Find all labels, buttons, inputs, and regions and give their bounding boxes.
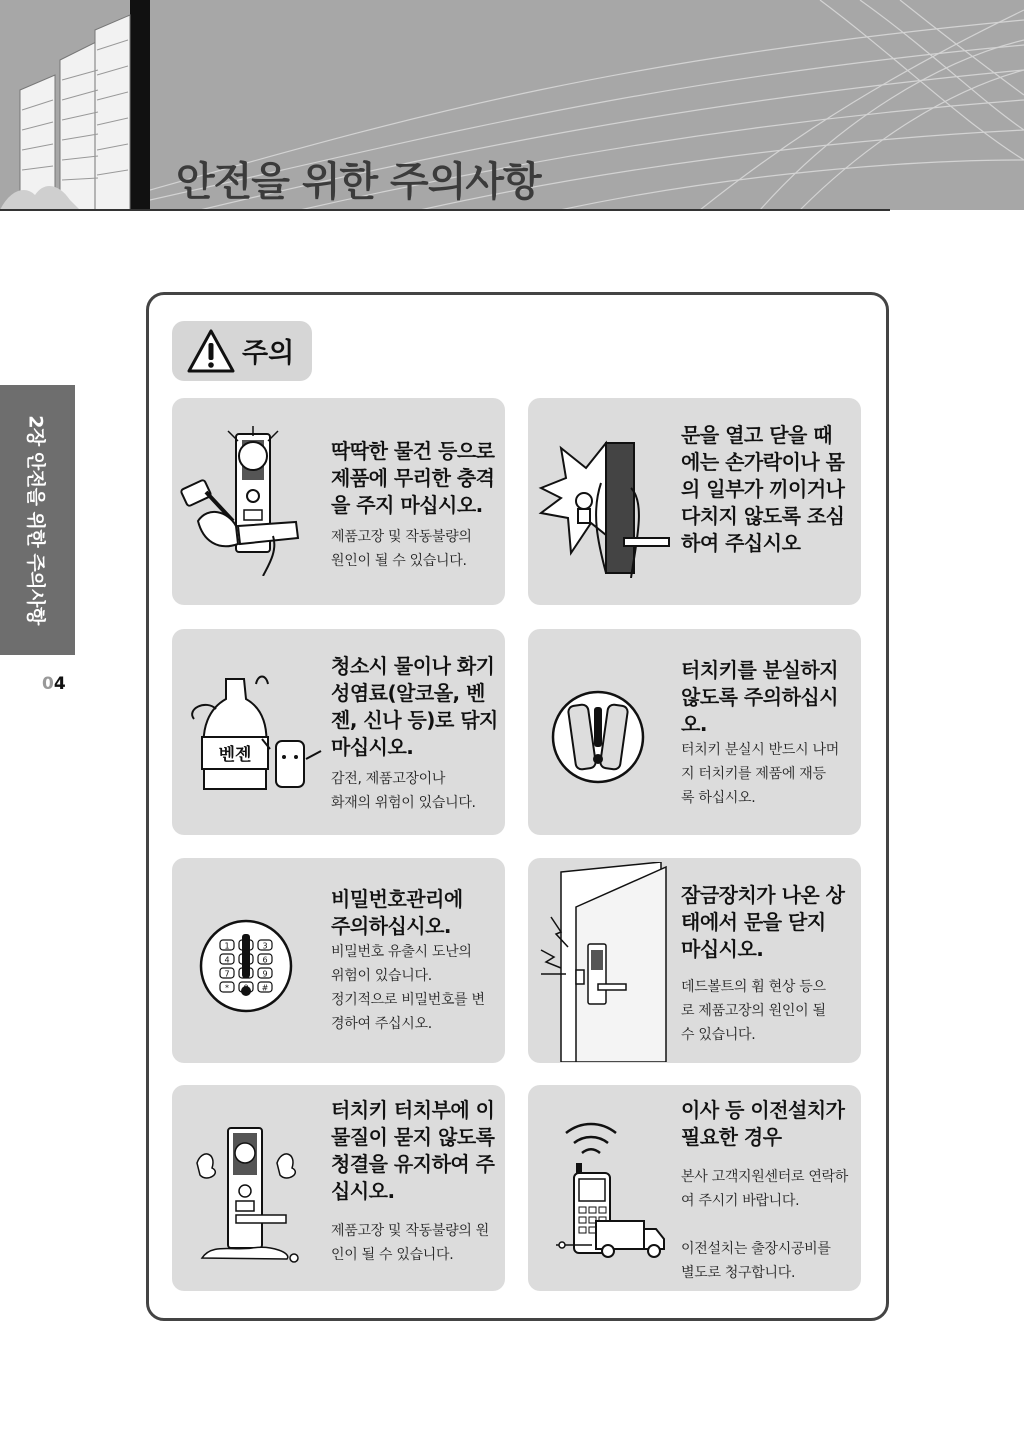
card-heading [331, 886, 501, 940]
heading-line: 터치키를 분실하지 [681, 658, 839, 682]
heading-line: 문을 열고 닫을 때 [681, 423, 833, 447]
card-heading [681, 422, 857, 557]
body-line: 여 주시기 바랍니다. [681, 1193, 800, 1209]
heading-line: 물질이 묻지 않도록 [331, 1125, 495, 1149]
dirty-touch-icon [192, 1123, 312, 1263]
card-heading [681, 1097, 857, 1151]
heading-line: 젠, 신나 등)로 닦지 [331, 708, 498, 732]
keypad-key-label: 7 [224, 969, 230, 979]
heading-line: 십시오. [331, 1179, 395, 1203]
keypad-key-label: 4 [224, 955, 230, 965]
body-line: 터치키 분실시 반드시 나머 [681, 742, 839, 758]
keypad-key-label: # [261, 983, 269, 993]
keypad-key-label: 1 [224, 941, 230, 951]
body-line: 경하여 주십시오. [331, 1016, 432, 1032]
caution-card-password [172, 858, 505, 1063]
caution-badge [172, 321, 312, 381]
card-heading [331, 438, 501, 519]
card-body [331, 767, 501, 815]
caution-card-deadbolt [528, 858, 861, 1063]
card-body-secondary [681, 1237, 857, 1285]
body-line: 제품고장 및 작동불량의 원 [331, 1223, 489, 1239]
caution-card-door-pinch [528, 398, 861, 605]
solvent-bottle-icon [186, 669, 326, 799]
keypad-key-label: 6 [262, 955, 268, 965]
page-number-value: 4 [53, 674, 66, 694]
hammer-impact-icon [178, 426, 313, 576]
card-body [681, 975, 857, 1047]
body-line: 위험이 있습니다. [331, 968, 432, 984]
keypad-key-label: 9 [262, 969, 268, 979]
keypad-key-label: 3 [262, 941, 268, 951]
heading-line: 다치지 않도록 조심 [681, 504, 845, 528]
body-line: 본사 고객지원센터로 연락하 [681, 1169, 848, 1185]
heading-line: 에는 손가락이나 몸 [681, 450, 845, 474]
card-heading [331, 1097, 501, 1205]
body-line: 인이 될 수 있습니다. [331, 1247, 454, 1263]
heading-line: 터치키 터치부에 이 [331, 1098, 495, 1122]
heading-line: 딱딱한 물건 등으로 [331, 439, 495, 463]
caution-card-touch-key [528, 629, 861, 835]
page-title: 안전을 위한 주의사항 [176, 159, 541, 205]
caution-card-touch-clean [172, 1085, 505, 1291]
door-deadbolt-icon [536, 862, 676, 1062]
heading-line: 마십시오. [681, 937, 764, 961]
heading-line: 오. [681, 712, 707, 736]
card-body [681, 738, 857, 810]
heading-line: 않도록 주의하십시 [681, 685, 839, 709]
body-line: 지 터치키를 제품에 재등 [681, 766, 826, 782]
body-line: 수 있습니다. [681, 1027, 756, 1043]
body-line: 별도로 청구합니다. [681, 1265, 796, 1281]
card-body [331, 1219, 501, 1267]
page-number-prefix: 0 [42, 674, 54, 694]
heading-line: 비밀번호관리에 [331, 887, 463, 911]
body-line: 감전, 제품고장이나 [331, 771, 446, 787]
card-heading [331, 653, 501, 761]
body-line: 이전설치는 출장시공비를 [681, 1241, 831, 1257]
heading-line: 이사 등 이전설치가 [681, 1098, 845, 1122]
header-rule [0, 209, 890, 211]
keypad-key-label: * [225, 983, 229, 993]
heading-line: 을 주지 마십시오. [331, 493, 483, 517]
bottle-label: 벤젠 [218, 745, 252, 765]
body-line: 로 제품고장의 원인이 될 [681, 1003, 826, 1019]
card-body [331, 940, 501, 1036]
caution-card-relocation [528, 1085, 861, 1291]
card-heading [681, 657, 857, 738]
body-line: 비밀번호 유출시 도난의 [331, 944, 472, 960]
body-line: 제품고장 및 작동불량의 [331, 529, 472, 545]
heading-line: 필요한 경우 [681, 1125, 782, 1149]
body-line: 원인이 될 수 있습니다. [331, 553, 467, 569]
heading-line: 의 일부가 끼이거나 [681, 477, 845, 501]
door-pinch-icon [536, 433, 681, 578]
warning-triangle-icon [186, 328, 236, 374]
heading-line: 태에서 문을 닫지 [681, 910, 826, 934]
heading-line: 제품에 무리한 충격 [331, 466, 495, 490]
phone-truck-icon [556, 1121, 676, 1261]
heading-line: 청소시 물이나 화기 [331, 654, 495, 678]
body-line: 화재의 위험이 있습니다. [331, 795, 476, 811]
apartment-building-illustration [0, 0, 150, 210]
heading-line: 주의하십시오. [331, 914, 452, 938]
heading-line: 하여 주십시오 [681, 531, 801, 555]
caution-label: 주의 [242, 338, 295, 369]
body-line: 록 하십시오. [681, 790, 756, 806]
chapter-side-tab [0, 385, 75, 655]
caution-card-cleaning [172, 629, 505, 835]
page-number [42, 674, 66, 694]
body-line: 정기적으로 비밀번호를 변 [331, 992, 485, 1008]
card-heading [681, 882, 857, 963]
heading-line: 잠금장치가 나온 상 [681, 883, 845, 907]
card-body [331, 525, 501, 573]
caution-card-impact [172, 398, 505, 605]
card-body [681, 1165, 857, 1213]
touch-key-icon [550, 689, 646, 785]
heading-line: 마십시오. [331, 735, 414, 759]
heading-line: 청결을 유지하여 주 [331, 1152, 495, 1176]
keypad-icon [198, 918, 294, 1014]
heading-line: 성염료(알코올, 벤 [331, 681, 485, 705]
body-line: 데드볼트의 휨 현상 등으 [681, 979, 826, 995]
chapter-side-tab-label: 2장 안전을 위한 주의사항 [24, 415, 47, 625]
